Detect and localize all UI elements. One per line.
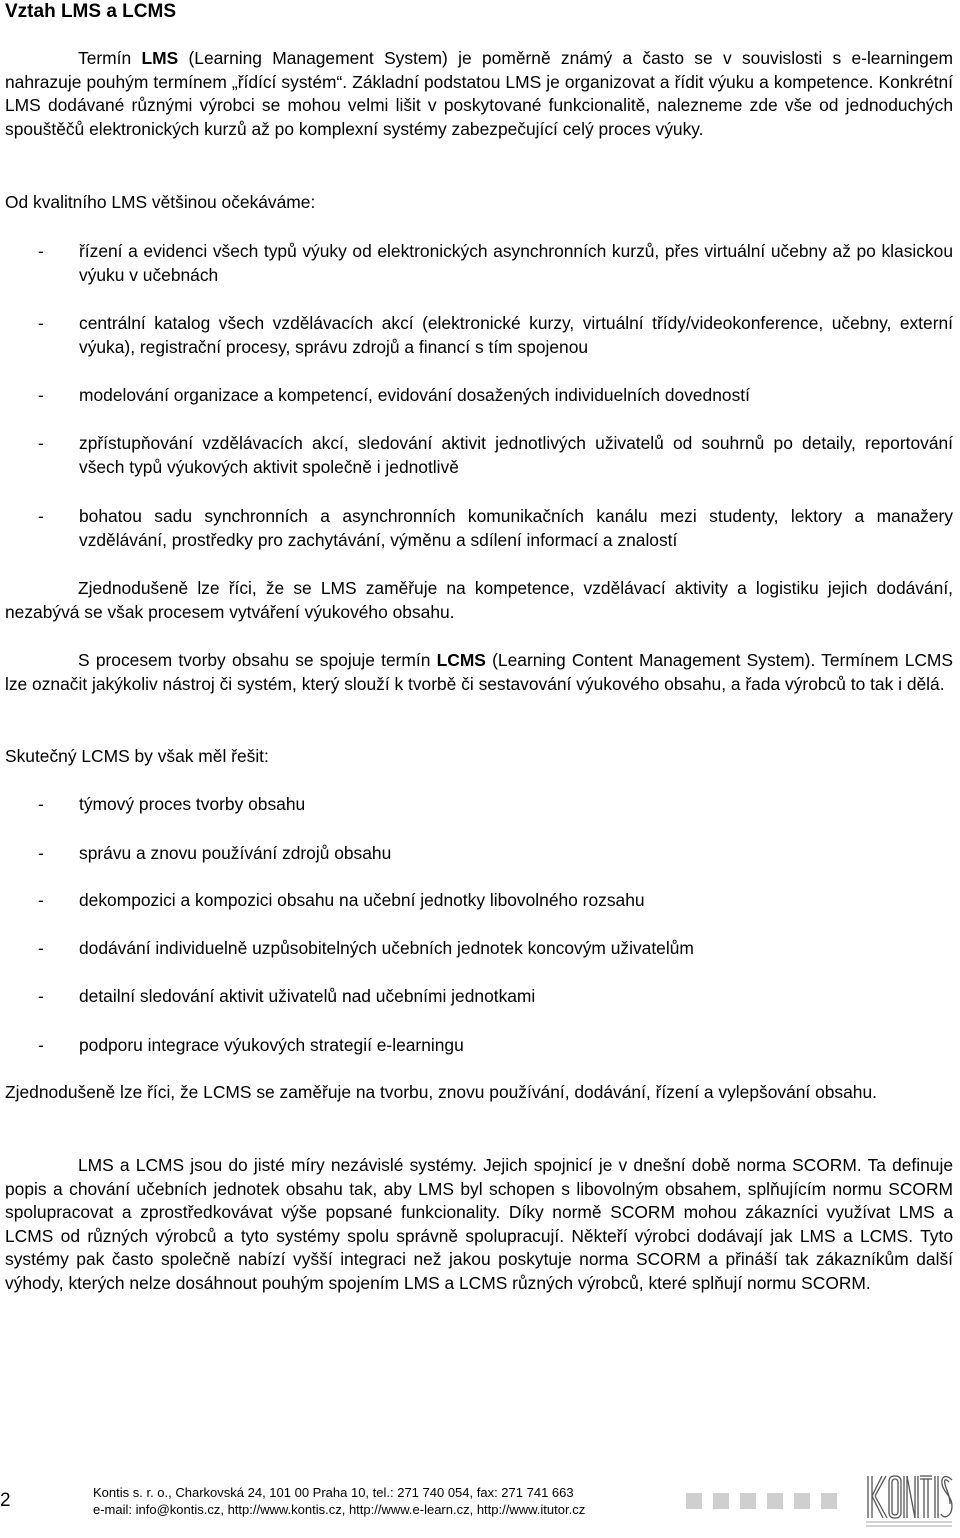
- lcms-summary-paragraph: Zjednodušeně lze říci, že LCMS se zaměřuje na tvorbu, znovu používání, dodávání, řízení a vylepšování obsahu.: [5, 1082, 877, 1102]
- lcms-paragraph: S procesem tvorby obsahu se spojuje termín LCMS (Learning Content Management System). Termínem LCMS lze označit jakýkoliv nástroj či systém, který slouží k tvorbě či sestavování výukového obsahu, a řada výrobců to tak i dělá.: [5, 650, 954, 694]
- page-title: Vztah LMS a LCMS: [5, 1, 177, 22]
- decorative-square: [686, 1493, 702, 1509]
- decorative-square: [713, 1493, 729, 1509]
- list-item: - správu a znovu používání zdrojů obsahu: [38, 843, 392, 863]
- lms-expectations-heading: Od kvalitního LMS většinou očekáváme:: [5, 192, 316, 212]
- footer-contact: [93, 1485, 585, 1518]
- page-number: 2: [0, 1490, 11, 1511]
- decorative-square: [821, 1493, 837, 1509]
- lcms-solutions-heading: Skutečný LCMS by však měl řešit:: [5, 746, 269, 766]
- list-item: - dekompozici a kompozici obsahu na učební jednotky libovolného rozsahu: [38, 890, 645, 910]
- scorm-paragraph: LMS a LCMS jsou do jisté míry nezávislé systémy. Jejich spojnicí je v dnešní době norma SCORM. Ta definuje popis a chování učebních jednotek obsahu tak, aby LMS byl schopen s libovolným obsahem, splňujícím normu SCORM spolupracovat a zprostředkovávat výše popsané funkcionality. Díky normě SCORM mohou zákazníci využívat LMS a LCMS od různých výrobců a tyto systémy spolu správně spolupracují. Někteří výrobci dodávají jak LMS a LCMS. Tyto systémy pak často společně nabízí vyšší integraci než jakou poskytuje norma SCORM a přináší tak zákazníkům další výhody, kterých nelze dosáhnout pouhým spojením LMS a LCMS různých výrobců, které splňují normu SCORM.: [5, 1155, 953, 1293]
- lms-term: LMS: [141, 48, 179, 68]
- list-item: - modelování organizace a kompetencí, evidování dosažených individuelních dovedností: [38, 385, 750, 405]
- decorative-square: [794, 1493, 810, 1509]
- lms-summary-paragraph: Zjednodušeně lze říci, že se LMS zaměřuje na kompetence, vzdělávací aktivity a logistiku jejich dodávání, nezabývá se však procesem vytváření výukového obsahu.: [5, 578, 953, 622]
- decorative-square: [767, 1493, 783, 1509]
- kontis-logo: [862, 1462, 956, 1538]
- list-item: - týmový proces tvorby obsahu: [38, 794, 306, 814]
- list-item: - podporu integrace výukových strategií e-learningu: [38, 1035, 464, 1055]
- decorative-square: [740, 1493, 756, 1509]
- intro-paragraph: Termín LMS (Learning Management System) je poměrně známý a často se v souvislosti s e-learningem nahrazuje pouhým termínem „řídící systém“. Základní podstatou LMS je organizovat a řídit výuku a kompetence. Konkrétní LMS dodávané různými výrobci se mohou velmi lišit v poskytované funkcionalitě, nalezneme zde vše od jednoduchých spouštěčů elektronických kurzů až po komplexní systémy zabezpečující celý proces výuky.: [5, 48, 953, 139]
- list-item: - bohatou sadu synchronních a asynchronních komunikačních kanálu mezi studenty, lektory a manažery vzdělávání, prostředky pro zachytávání, výměnu a sdílení informací a znalostí: [38, 506, 953, 550]
- list-item: - řízení a evidenci všech typů výuky od elektronických asynchronních kurzů, přes virtuální učebny až po klasickou výuku v učebnách: [38, 241, 953, 285]
- footer-links: e-mail: info@kontis.cz, http://www.kontis.cz, http://www.e-learn.cz, http://www.itutor.cz: [93, 1501, 586, 1517]
- footer-decoration: [686, 1492, 848, 1510]
- list-item: - detailní sledování aktivit uživatelů nad učebními jednotkami: [38, 986, 536, 1006]
- list-item: - centrální katalog všech vzdělávacích akcí (elektronické kurzy, virtuální třídy/videokonference, učebny, externí výuka), registrační procesy, správu zdrojů a financí s tím spojenou: [38, 313, 953, 357]
- footer-address: Kontis s. r. o., Charkovská 24, 101 00 Praha 10, tel.: 271 740 054, fax: 271 741 663: [93, 1485, 574, 1500]
- lcms-term: LCMS: [436, 650, 486, 670]
- list-item: - zpřístupňování vzdělávacích akcí, sledování aktivit jednotlivých uživatelů od souhrnů po detaily, reportování všech typů výukových aktivit společně i jednotlivě: [38, 433, 953, 477]
- list-item: - dodávání individuelně uzpůsobitelných učebních jednotek koncovým uživatelům: [38, 938, 694, 958]
